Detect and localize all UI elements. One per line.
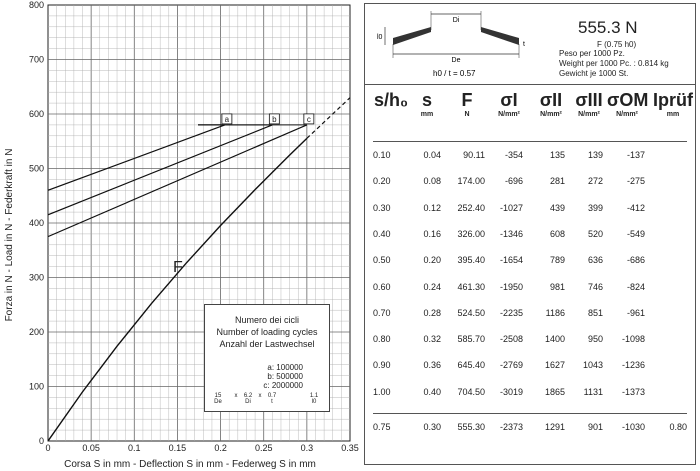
y-tick-label: 200: [28, 327, 44, 337]
table-row: [365, 176, 695, 196]
table-cell: 272: [587, 176, 603, 187]
cycles-legend: [204, 304, 330, 412]
table-cell: -1373: [621, 386, 645, 397]
col-symbol: F: [461, 90, 473, 110]
table-cell: 636: [587, 255, 603, 266]
table-cell: -824: [626, 281, 645, 292]
y-axis-label: Forza in N - Load in N - Federkraft in N: [4, 148, 15, 322]
table-cell: -3019: [499, 386, 523, 397]
table-cell: 1043: [582, 360, 603, 371]
table-cell: 1627: [544, 360, 565, 371]
y-tick-label: 800: [28, 0, 44, 10]
disc-spring-drawing: [371, 8, 531, 80]
legend-cycle-b: b: 500000: [267, 372, 303, 381]
table-cell: 520: [587, 228, 603, 239]
table-cell: -2235: [499, 307, 523, 318]
legend-geo-di: 6.2 Di: [243, 393, 253, 405]
col-unit: N/mm²: [540, 111, 562, 118]
x-tick-label: 0: [45, 443, 51, 453]
legend-geo-de: 15 De: [214, 393, 222, 405]
legend-cycle-c: c: 2000000: [263, 381, 303, 390]
legend-geo-l0: 1.1 l0: [309, 393, 319, 405]
table-cell: 0.32: [423, 334, 441, 345]
footer-cell: 0.75: [373, 422, 391, 432]
spring-data-panel: [364, 3, 696, 465]
col-unit: N/mm²: [578, 111, 600, 118]
ratio-label: h0 / t = 0.57: [433, 69, 476, 78]
footer-cell: -1030: [621, 422, 645, 432]
legend-geo-x1: x: [234, 393, 238, 399]
table-cell: 585.70: [457, 334, 485, 345]
legend-geo-x2: x: [258, 393, 262, 399]
table-cell: -2769: [499, 360, 523, 371]
table-row: [365, 229, 695, 249]
footer-cell: 555.30: [457, 422, 485, 432]
table-row: [365, 387, 695, 407]
y-tick-label: 300: [28, 272, 44, 283]
x-tick-label: 0.15: [168, 443, 187, 453]
col-unit: N/mm²: [498, 111, 520, 118]
table-cell: 1865: [544, 386, 565, 397]
table-cell: -1346: [499, 228, 523, 239]
legend-title-en: Number of loading cycles: [216, 327, 318, 337]
table-cell: 0.60: [373, 281, 391, 292]
footer-rule: [373, 413, 687, 414]
dim-di: Di: [452, 17, 460, 24]
col-symbol: s/h₀: [373, 90, 409, 110]
table-cell: 0.50: [373, 255, 391, 266]
col-unit: N/mm²: [616, 111, 638, 118]
col-symbol: s: [421, 90, 432, 110]
table-cell: 1400: [544, 334, 565, 345]
table-cell: -1654: [499, 255, 523, 266]
weight-en: Weight per 1000 Pc. : 0.814 kg: [559, 59, 669, 68]
table-cell: 1.00: [373, 386, 391, 397]
curve-label-a: a: [224, 114, 230, 124]
col-unit: N: [464, 111, 470, 118]
col-header-5: [569, 89, 609, 141]
table-row: [365, 282, 695, 302]
weight-it: Peso per 1000 Pz.: [559, 49, 625, 58]
table-cell: -275: [626, 176, 645, 187]
force-sub: F (0.75 h0): [597, 40, 637, 49]
table-cell: 252.40: [457, 202, 485, 213]
table-cell: -1950: [499, 281, 523, 292]
table-cell: 0.24: [423, 281, 441, 292]
col-header-2: [447, 89, 487, 141]
table-cell: 1131: [583, 386, 603, 397]
table-cell: 0.36: [423, 360, 441, 371]
series-label-f: F: [173, 259, 183, 276]
table-cell: 0.20: [423, 255, 441, 266]
table-cell: -1098: [621, 334, 645, 345]
table-cell: 90.11: [463, 150, 485, 160]
col-header-6: [607, 89, 647, 141]
table-cell: 645.40: [457, 360, 485, 371]
table-cell: 0.04: [423, 150, 441, 160]
legend-geo-t: 0.7 t: [267, 393, 277, 405]
curve-label-c: c: [306, 114, 311, 124]
table-cell: 0.28: [423, 307, 441, 318]
table-cell: 0.12: [423, 202, 441, 213]
col-header-7: [653, 89, 693, 141]
footer-row: [365, 422, 695, 442]
table-cell: 439: [549, 202, 565, 213]
table-cell: -696: [504, 176, 523, 187]
table-cell: 281: [549, 176, 565, 187]
table-cell: 0.08: [423, 176, 441, 187]
col-symbol: σII: [539, 90, 563, 110]
legend-cycle-a: a: 100000: [267, 363, 303, 372]
footer-cell: 901: [587, 422, 603, 432]
table-cell: -412: [626, 202, 645, 213]
header-rule: [373, 141, 687, 142]
table-cell: 174.00: [457, 176, 485, 187]
table-row: [365, 255, 695, 275]
col-symbol: Iprüf: [653, 90, 693, 110]
col-unit: mm: [420, 111, 434, 118]
dim-de: De: [451, 57, 461, 64]
table-cell: -137: [626, 150, 645, 160]
col-header-3: [489, 89, 529, 141]
spring-spec: [365, 4, 695, 85]
y-tick-label: 600: [28, 109, 44, 119]
y-tick-label: 400: [28, 218, 44, 228]
col-symbol: σI: [500, 90, 518, 110]
table-cell: -549: [626, 228, 645, 239]
col-header-1: [407, 89, 447, 141]
footer-cell: 0.80: [669, 422, 687, 432]
table-cell: 461.30: [457, 281, 485, 292]
dim-t: t: [523, 41, 525, 48]
y-tick-label: 0: [38, 436, 44, 446]
footer-cell: 1291: [544, 422, 565, 432]
table-cell: -2508: [499, 334, 523, 345]
table-cell: -354: [504, 150, 523, 160]
x-tick-label: 0.1: [128, 443, 141, 453]
col-symbol: σIII: [575, 90, 603, 110]
table-cell: 139: [587, 150, 603, 160]
x-axis-label: Corsa S in mm - Deflection S in mm - Federweg S in mm: [64, 459, 316, 470]
x-tick-label: 0.35: [341, 443, 359, 453]
y-tick-label: 700: [28, 54, 44, 65]
x-tick-label: 0.25: [254, 443, 273, 453]
table-cell: 0.80: [373, 334, 391, 345]
col-unit: mm: [666, 111, 680, 118]
x-tick-label: 0.05: [82, 443, 100, 453]
table-cell: 704.50: [457, 386, 485, 397]
table-cell: 0.70: [373, 307, 391, 318]
table-cell: 608: [549, 228, 565, 239]
dim-l0: l0: [377, 34, 383, 41]
table-row: [365, 360, 695, 380]
table-cell: 395.40: [457, 255, 485, 266]
force-value: 555.3 N: [578, 18, 638, 37]
footer-cell: -2373: [499, 422, 523, 432]
table-row: [365, 334, 695, 354]
table-row: [365, 203, 695, 223]
y-tick-label: 100: [28, 381, 44, 392]
y-tick-label: 500: [28, 163, 44, 174]
table-cell: 0.90: [373, 360, 391, 371]
table-row: [365, 150, 695, 170]
x-tick-label: 0.2: [214, 443, 227, 453]
table-cell: 399: [587, 202, 603, 213]
weight-de: Gewicht je 1000 St.: [559, 69, 629, 78]
table-cell: 326.00: [457, 228, 485, 239]
table-cell: 851: [587, 307, 603, 318]
table-cell: 0.40: [373, 228, 391, 239]
footer-cell: 0.30: [423, 422, 441, 432]
table-cell: 981: [549, 281, 565, 292]
table-cell: -1027: [499, 202, 523, 213]
table-cell: 0.20: [373, 176, 391, 187]
table-cell: 0.10: [373, 150, 391, 160]
table-cell: 135: [549, 150, 565, 160]
col-header-0: [371, 89, 411, 141]
legend-title-de: Anzahl der Lastwechsel: [219, 339, 315, 349]
table-cell: 0.40: [423, 386, 441, 397]
col-header-4: [531, 89, 571, 141]
legend-title-it: Numero dei cicli: [234, 315, 300, 325]
table-cell: 746: [587, 281, 603, 292]
table-cell: 1186: [545, 307, 565, 318]
curve-label-b: b: [272, 114, 277, 124]
table-cell: -961: [626, 307, 645, 318]
table-cell: 0.16: [423, 228, 441, 239]
table-cell: 789: [549, 255, 565, 266]
table-cell: 950: [587, 334, 603, 345]
x-tick-label: 0.3: [300, 443, 314, 453]
col-symbol: σOM: [607, 90, 649, 110]
table-cell: -686: [626, 255, 645, 266]
table-cell: 0.30: [373, 202, 391, 213]
table-cell: 524.50: [457, 307, 485, 318]
table-cell: -1236: [621, 360, 645, 371]
table-row: [365, 308, 695, 328]
